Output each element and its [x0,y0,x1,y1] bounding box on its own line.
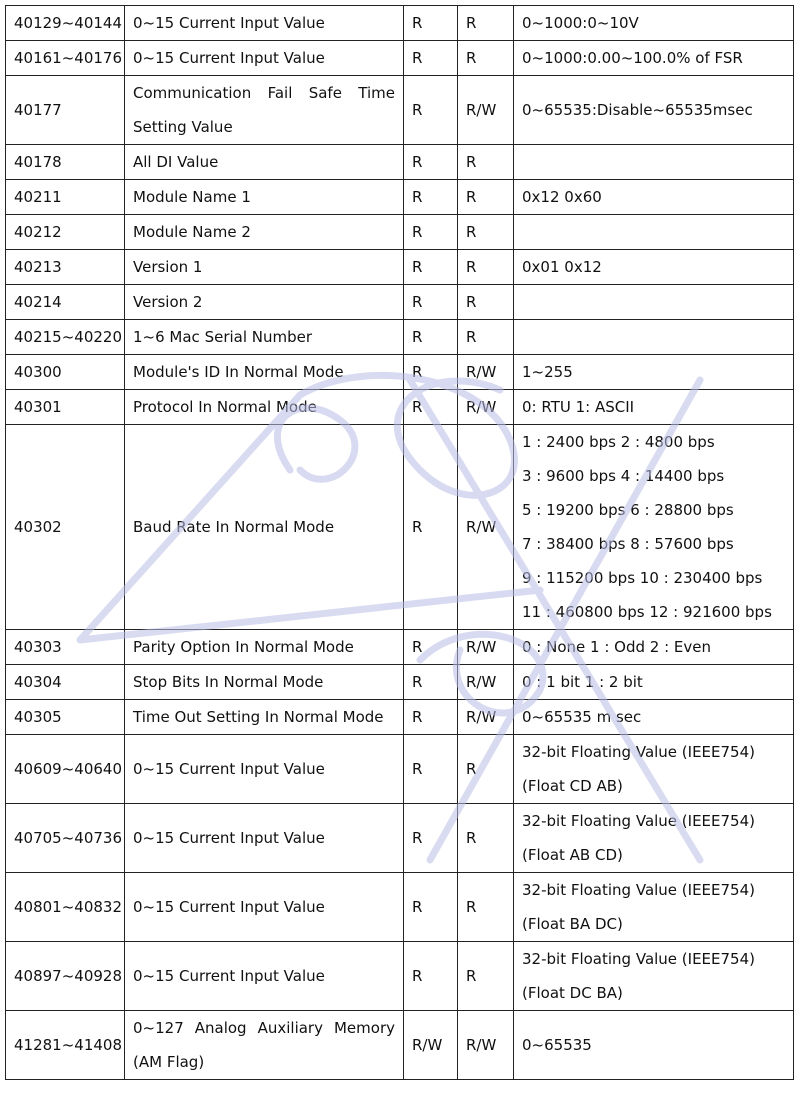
register-address-cell: 40211 [6,180,125,215]
register-description-cell: Stop Bits In Normal Mode [125,665,404,700]
register-value-cell: 32-bit Floating Value (IEEE754) (Float AB CD) [514,804,794,873]
baud-rate-line: 5 : 19200 bps 6 : 28800 bps [522,501,734,519]
register-value-cell: 0~65535 [514,1011,794,1080]
register-description-cell: All DI Value [125,145,404,180]
access-type-cell: R [404,942,458,1011]
register-address-cell: 40212 [6,215,125,250]
access-mode-cell: R [458,41,514,76]
table-row [6,320,794,355]
access-mode-cell: R/W [458,630,514,665]
register-address-cell: 40705~40736 [6,804,125,873]
access-type-cell: R [404,6,458,41]
access-type-cell: R [404,804,458,873]
register-address-cell: 40177 [6,76,125,145]
register-description-cell: Parity Option In Normal Mode [125,630,404,665]
register-description-cell: 0~15 Current Input Value [125,942,404,1011]
register-address-cell: 40302 [6,425,125,630]
register-address-cell: 40214 [6,285,125,320]
table-row [6,873,794,942]
register-description-cell: 0~15 Current Input Value [125,41,404,76]
register-value-cell [514,320,794,355]
access-type-cell: R [404,41,458,76]
table-row [6,804,794,873]
table-row [6,6,794,41]
access-mode-cell: R [458,145,514,180]
access-type-cell: R [404,873,458,942]
register-value-cell [514,285,794,320]
register-address-cell: 40897~40928 [6,942,125,1011]
access-mode-cell: R [458,873,514,942]
access-mode-cell: R [458,180,514,215]
access-mode-cell: R [458,250,514,285]
baud-rate-line: 7 : 38400 bps 8 : 57600 bps [522,535,734,553]
register-address-cell: 40303 [6,630,125,665]
register-description-cell: Module Name 1 [125,180,404,215]
modbus-register-table [5,5,794,1080]
register-description-cell: Module Name 2 [125,215,404,250]
register-address-cell: 40161~40176 [6,41,125,76]
register-description-cell: 0~15 Current Input Value [125,6,404,41]
access-type-cell: R [404,76,458,145]
register-value-cell: 0~65535:Disable~65535msec [514,76,794,145]
register-value-cell: 0~1000:0.00~100.0% of FSR [514,41,794,76]
access-mode-cell: R/W [458,76,514,145]
access-mode-cell: R/W [458,390,514,425]
access-mode-cell: R [458,6,514,41]
register-description-cell: 0~15 Current Input Value [125,735,404,804]
table-row [6,215,794,250]
access-mode-cell: R/W [458,425,514,630]
access-type-cell: R/W [404,1011,458,1080]
register-value-cell: 0x12 0x60 [514,180,794,215]
register-address-cell: 40215~40220 [6,320,125,355]
access-type-cell: R [404,355,458,390]
table-row [6,355,794,390]
register-description-cell: Baud Rate In Normal Mode [125,425,404,630]
register-description-cell: 0~15 Current Input Value [125,804,404,873]
register-description-cell: 1~6 Mac Serial Number [125,320,404,355]
access-type-cell: R [404,735,458,804]
register-address-cell: 41281~41408 [6,1011,125,1080]
register-value-cell: 32-bit Floating Value (IEEE754)(Float CD AB) [514,735,794,804]
register-address-cell: 40213 [6,250,125,285]
register-value-cell: 32-bit Floating Value (IEEE754) (Float DC BA) [514,942,794,1011]
register-value-cell [514,425,794,630]
register-table-body [6,6,794,1080]
register-value-cell: 0: RTU 1: ASCII [514,390,794,425]
register-address-cell: 40304 [6,665,125,700]
access-mode-cell: R/W [458,700,514,735]
access-mode-cell: R [458,735,514,804]
access-mode-cell: R [458,942,514,1011]
access-type-cell: R [404,250,458,285]
register-description-cell: Protocol In Normal Mode [125,390,404,425]
register-description-cell: Time Out Setting In Normal Mode [125,700,404,735]
access-mode-cell: R [458,320,514,355]
table-row [6,425,794,630]
access-type-cell: R [404,700,458,735]
access-type-cell: R [404,180,458,215]
access-type-cell: R [404,145,458,180]
register-value-cell: 0x01 0x12 [514,250,794,285]
baud-rate-line: 3 : 9600 bps 4 : 14400 bps [522,467,725,485]
register-value-cell [514,215,794,250]
table-row [6,41,794,76]
table-row [6,76,794,145]
table-row [6,735,794,804]
access-type-cell: R [404,390,458,425]
register-address-cell: 40129~40144 [6,6,125,41]
register-value-cell: 0 : 1 bit 1 : 2 bit [514,665,794,700]
register-value-cell: 0 : None 1 : Odd 2 : Even [514,630,794,665]
table-row [6,145,794,180]
access-type-cell: R [404,285,458,320]
access-type-cell: R [404,425,458,630]
register-description-cell: 0~127 Analog Auxiliary Memory (AM Flag) [125,1011,404,1080]
register-value-cell: 1~255 [514,355,794,390]
table-row [6,665,794,700]
register-address-cell: 40801~40832 [6,873,125,942]
register-address-cell: 40300 [6,355,125,390]
table-row [6,700,794,735]
access-type-cell: R [404,215,458,250]
table-row [6,942,794,1011]
register-description-cell: Module's ID In Normal Mode [125,355,404,390]
baud-rate-line: 11 : 460800 bps 12 : 921600 bps [522,603,772,621]
table-row [6,390,794,425]
table-row [6,250,794,285]
access-type-cell: R [404,320,458,355]
access-mode-cell: R/W [458,665,514,700]
register-address-cell: 40178 [6,145,125,180]
register-value-cell: 0~1000:0~10V [514,6,794,41]
register-value-cell [514,145,794,180]
register-address-cell: 40305 [6,700,125,735]
register-value-cell: 32-bit Floating Value (IEEE754) (Float BA DC) [514,873,794,942]
baud-rate-line: 1 : 2400 bps 2 : 4800 bps [522,433,715,451]
access-mode-cell: R [458,285,514,320]
access-type-cell: R [404,665,458,700]
table-row [6,1011,794,1080]
register-description-cell: Version 1 [125,250,404,285]
register-address-cell: 40301 [6,390,125,425]
access-mode-cell: R/W [458,1011,514,1080]
register-address-cell: 40609~40640 [6,735,125,804]
table-row [6,180,794,215]
register-value-cell: 0~65535 m sec [514,700,794,735]
register-description-cell: Communication Fail Safe Time Setting Value [125,76,404,145]
access-type-cell: R [404,630,458,665]
access-mode-cell: R [458,804,514,873]
access-mode-cell: R/W [458,355,514,390]
table-row [6,630,794,665]
register-description-cell: Version 2 [125,285,404,320]
register-description-cell: 0~15 Current Input Value [125,873,404,942]
table-row [6,285,794,320]
baud-rate-line: 9 : 115200 bps 10 : 230400 bps [522,569,763,587]
access-mode-cell: R [458,215,514,250]
